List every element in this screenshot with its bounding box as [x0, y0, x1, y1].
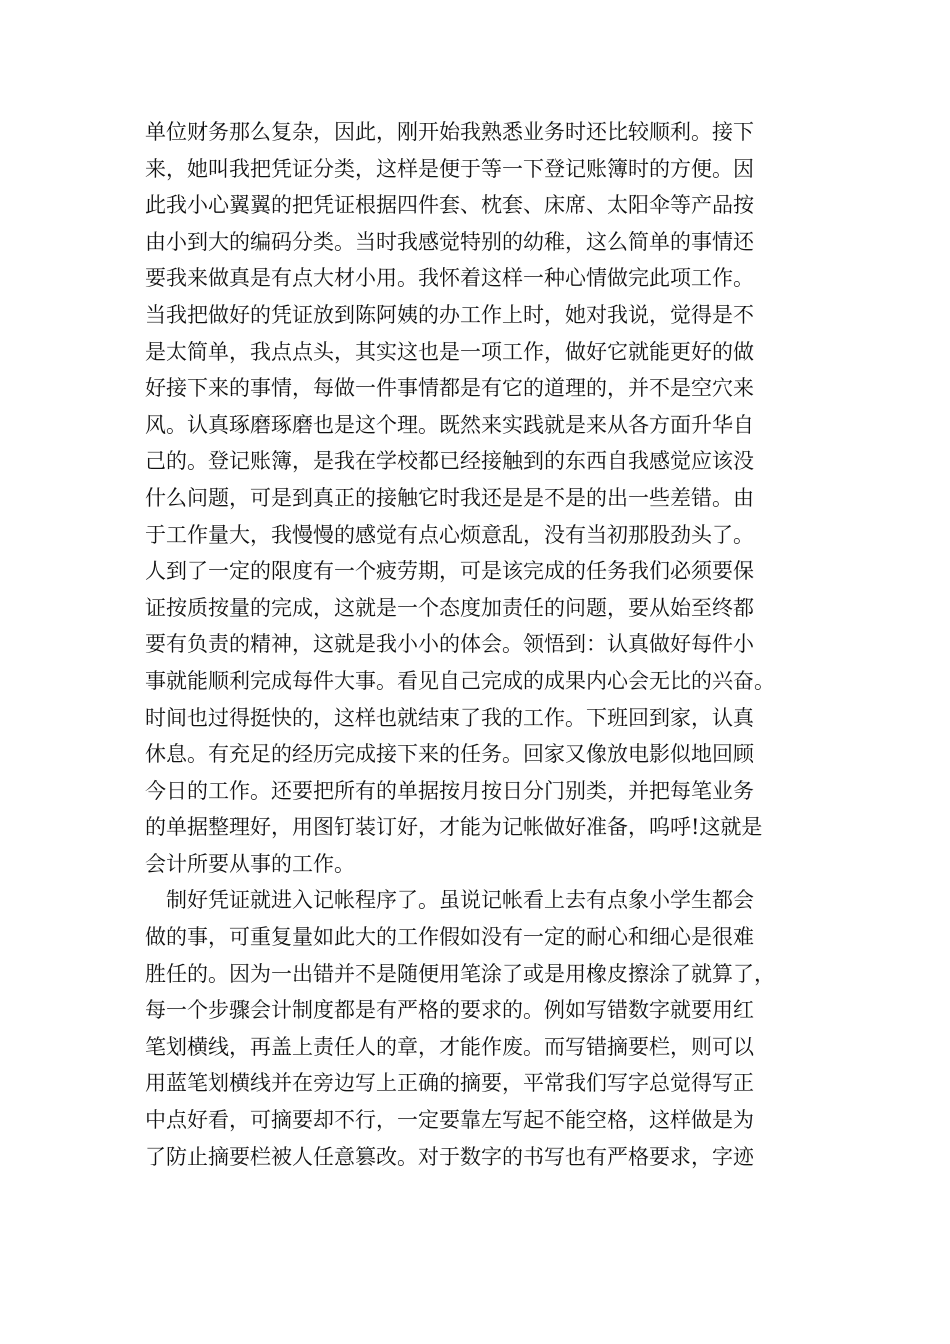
text-line: 每一个步骤会计制度都是有严格的要求的。例如写错数字就要用红: [145, 998, 754, 1023]
text-line: 要我来做真是有点大材小用。我怀着这样一种心情做完此项工作。: [145, 266, 754, 291]
text-line: 做的事，可重复量如此大的工作假如没有一定的耐心和细心是很难: [145, 925, 754, 950]
text-line: 于工作量大，我慢慢的感觉有点心烦意乱，没有当初那股劲头了。: [145, 522, 754, 547]
text-line: 了防止摘要栏被人任意篡改。对于数字的书写也有严格要求，字迹: [145, 1144, 754, 1169]
text-line: 证按质按量的完成，这就是一个态度加责任的问题，要从始至终都: [145, 595, 754, 620]
text-line: 中点好看，可摘要却不行，一定要靠左写起不能空格，这样做是为: [145, 1108, 754, 1133]
text-line: 用蓝笔划横线并在旁边写上正确的摘要，平常我们写字总觉得写正: [145, 1071, 754, 1096]
text-line: 今日的工作。还要把所有的单据按月按日分门别类，并把每笔业务: [145, 778, 754, 803]
paragraph: [145, 882, 845, 1175]
text-line: 要有负责的精神，这就是我小小的体会。领悟到：认真做好每件小: [145, 632, 754, 657]
text-line: 制好凭证就进入记帐程序了。虽说记帐看上去有点象小学生都会: [166, 888, 754, 913]
text-line: 当我把做好的凭证放到陈阿姨的办工作上时，她对我说，觉得是不: [145, 302, 754, 327]
text-line: 什么问题，可是到真正的接触它时我还是是不是的出一些差错。由: [145, 485, 754, 510]
text-line: 单位财务那么复杂，因此，刚开始我熟悉业务时还比较顺利。接下: [145, 120, 754, 144]
text-line: 事就能顺利完成每件大事。看见自己完成的成果内心会无比的兴奋。: [145, 668, 775, 693]
text-line: 此我小心翼翼的把凭证根据四件套、枕套、床席、太阳伞等产品按: [145, 193, 754, 218]
text-line: 时间也过得挺快的，这样也就结束了我的工作。下班回到家，认真: [145, 705, 754, 730]
text-line: 好接下来的事情，每做一件事情都是有它的道理的，并不是空穴来: [145, 376, 754, 401]
text-line: 由小到大的编码分类。当时我感觉特别的幼稚，这么简单的事情还: [145, 229, 754, 254]
body-text: [145, 114, 845, 1175]
text-line: 的单据整理好，用图钉装订好，才能为记帐做好准备，呜呼!这就是: [145, 815, 763, 840]
text-line: 人到了一定的限度有一个疲劳期，可是该完成的任务我们必须要保: [145, 559, 754, 584]
paragraph: [145, 114, 845, 882]
text-line: 风。认真琢磨琢磨也是这个理。既然来实践就是来从各方面升华自: [145, 412, 754, 437]
text-line: 己的。登记账簿，是我在学校都已经接触到的东西自我感觉应该没: [145, 449, 754, 474]
text-line: 笔划横线，再盖上责任人的章，才能作废。而写错摘要栏，则可以: [145, 1034, 754, 1059]
text-line: 来，她叫我把凭证分类，这样是便于等一下登记账簿时的方便。因: [145, 156, 754, 181]
text-line: 胜任的。因为一出错并不是随便用笔涂了或是用橡皮擦涂了就算了，: [145, 961, 775, 986]
text-line: 会计所要从事的工作。: [145, 851, 355, 876]
text-line: 休息。有充足的经历完成接下来的任务。回家又像放电影似地回顾: [145, 742, 754, 767]
text-line: 是太简单，我点点头，其实这也是一项工作，做好它就能更好的做: [145, 339, 754, 364]
